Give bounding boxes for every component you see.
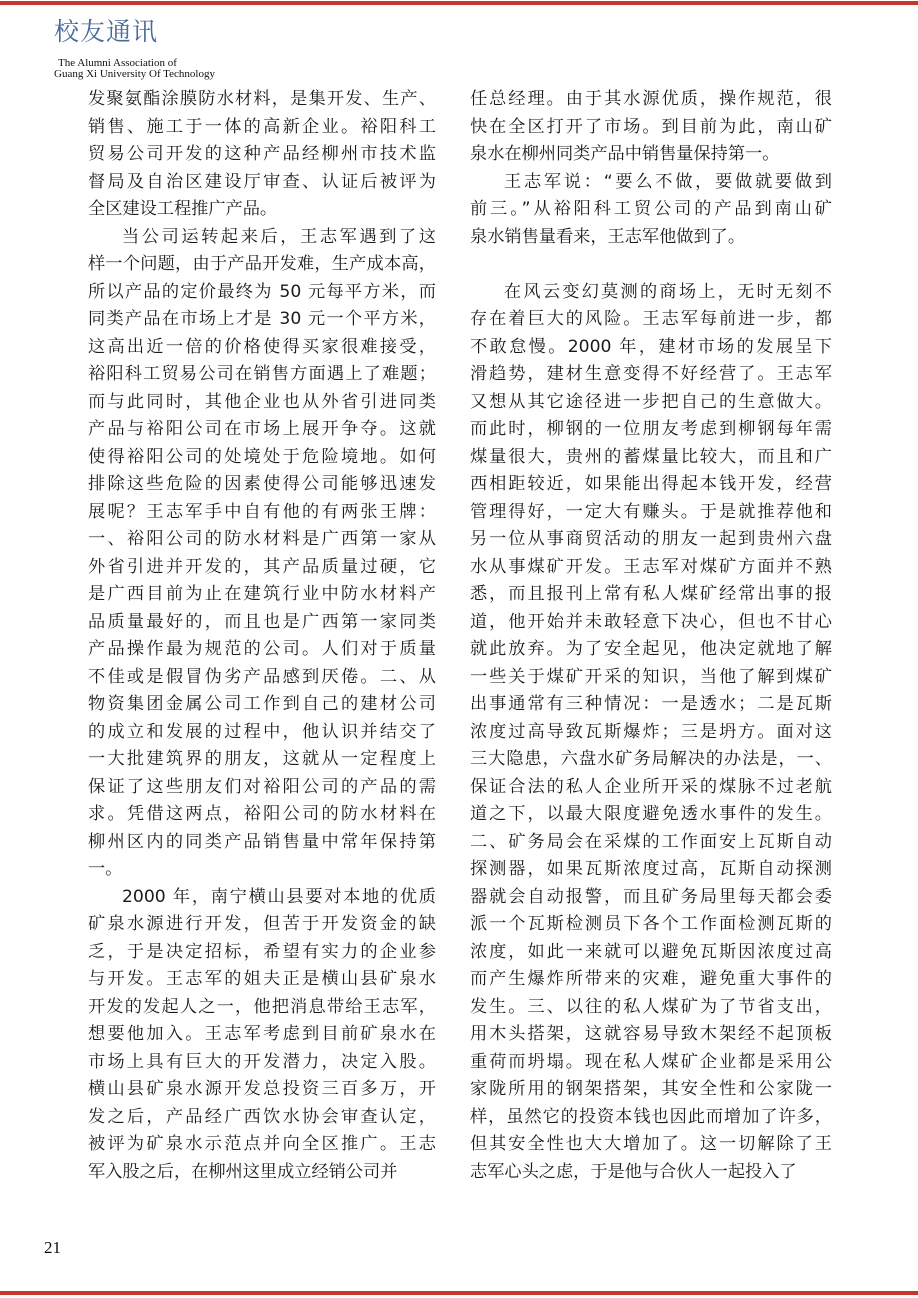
text-line: 三大隐患，六盘水矿务局解决的办法是，一、: [470, 749, 832, 769]
text-line: 浓度过高导致瓦斯爆炸；三是坍方。面对这: [470, 721, 832, 742]
text-line: 与开发。王志军的姐夫正是横山县矿泉水: [88, 969, 436, 989]
text-line: 派一个瓦斯检测员下各个工作面检测瓦斯的: [470, 914, 832, 934]
text-line: 是广西目前为止在建筑行业中防水材料产: [88, 584, 436, 604]
text-line: 快在全区打开了市场。到目前为此，南山矿: [470, 116, 832, 137]
text-line: 2000 年，南宁横山县要对本地的优质: [122, 886, 436, 907]
text-line: 用木头搭架，这就容易导致木架经不起顶板: [470, 1024, 832, 1044]
text-line: 销售、施工于一体的高新企业。裕阳科工: [88, 116, 436, 137]
text-line: 王志军说：“要么不做，要做就要做到: [504, 171, 832, 192]
text-line: 一、裕阳公司的防水材料是广西第一家从: [88, 529, 436, 549]
text-line: 当公司运转起来后，王志军遇到了这: [122, 226, 436, 247]
text-line: 煤量很大，贵州的蓄煤量比较大，而且和广: [470, 446, 832, 467]
text-line: 一大批建筑界的朋友，这就从一定程度上: [88, 749, 436, 769]
text-line: 使得裕阳公司的处境处于危险境地。如何: [88, 446, 436, 467]
text-line: 的成立和发展的过程中，他认识并结交了: [88, 721, 436, 742]
text-line: 就此放弃。为了安全起见，他决定就地了解: [470, 639, 832, 659]
text-line: 器就会自动报警，而且矿务局里每天都会委: [470, 886, 832, 907]
bottom-rule: [0, 1291, 918, 1295]
text-line: 样一个问题，由于产品开发难，生产成本高，: [88, 254, 436, 274]
text-line: 展呢？王志军手中自有他的有两张王牌：: [88, 501, 436, 522]
text-line: 开发的发起人之一，他把消息带给王志军，: [88, 996, 436, 1017]
text-line: 军入股之后，在柳州这里成立经销公司并: [88, 1161, 398, 1182]
text-line: 乏，于是决定招标，希望有实力的企业参: [88, 941, 436, 962]
text-line: 发生。三、以往的私人煤矿为了节省支出，: [470, 996, 832, 1017]
subtitle-line-1: The Alumni Association of: [58, 57, 177, 69]
text-line: 外省引进并开发的，其产品质量过硬，它: [88, 556, 436, 577]
text-line: 物资集团金属公司工作到自己的建材公司: [88, 694, 436, 714]
text-line: 排除这些危险的因素使得公司能够迅速发: [88, 474, 436, 494]
text-line: 保证合法的私人企业所开采的煤脉不过老航: [470, 776, 832, 797]
text-line: 又想从其它途径进一步把自己的生意做大。: [470, 391, 832, 412]
text-line: 前三。”从裕阳科工贸公司的产品到南山矿: [470, 199, 832, 219]
text-line: 管理得好，一定大有赚头。于是就推荐他和: [470, 501, 832, 522]
text-line: 裕阳科工贸易公司在销售方面遇上了难题；: [88, 364, 436, 384]
text-line: 道之下，以最大限度避免透水事件的发生。: [470, 804, 832, 824]
left-column: [88, 86, 436, 1186]
paragraph: [470, 169, 832, 252]
text-line: 发之后，产品经广西饮水协会审查认定，: [88, 1106, 436, 1127]
text-line: 泉水在柳州同类产品中销售量保持第一。: [470, 144, 780, 164]
paragraph: [470, 86, 832, 169]
text-line: 家陇所用的钢架搭架，其安全性和公家陇一: [470, 1079, 832, 1099]
text-line: 一些关于煤矿开采的知识，当他了解到煤矿: [470, 666, 832, 687]
text-line: 横山县矿泉水源开发总投资三百多万，开: [88, 1079, 436, 1099]
text-line: 品质量最好的，而且也是广西第一家同类: [88, 611, 436, 632]
paragraph: [470, 279, 832, 1187]
text-line: 矿泉水源进行开发，但苦于开发资金的缺: [88, 914, 436, 934]
page-number: 21: [44, 1238, 61, 1257]
text-line: 二、矿务局会在采煤的工作面安上瓦斯自动: [470, 831, 832, 852]
magazine-title: 校友通讯: [54, 17, 159, 46]
text-line: 水从事煤矿开发。王志军对煤矿方面并不熟: [470, 556, 832, 577]
text-line: 重荷而坍塌。现在私人煤矿企业都是采用公: [470, 1051, 832, 1072]
text-line: 但其安全性也大大增加了。这一切解除了王: [470, 1134, 832, 1154]
text-line: 另一位从事商贸活动的朋友一起到贵州六盘: [470, 529, 832, 549]
paragraph: [88, 884, 436, 1187]
right-column: [470, 86, 832, 1186]
text-line: 贸易公司开发的这种产品经柳州市技术监: [88, 144, 436, 164]
text-line: 浓度，如此一来就可以避免瓦斯因浓度过高: [470, 941, 832, 962]
text-line: 西相距较近，如果能出得起本钱开发，经营: [470, 474, 832, 494]
top-rule: [0, 1, 918, 5]
text-line: 想要他加入。王志军考虑到目前矿泉水在: [88, 1024, 436, 1044]
text-line: 志军心头之虑，于是他与合伙人一起投入了: [470, 1161, 797, 1182]
text-line: 不敢怠慢。2000 年，建材市场的发展呈下: [470, 336, 832, 357]
text-line: 而与此同时，其他企业也从外省引进同类: [88, 391, 436, 412]
text-line: 所以产品的定价最终为 50 元每平方米，而: [88, 281, 436, 302]
text-line: 产品操作最为规范的公司。人们对于质量: [88, 639, 436, 659]
text-line: 这高出近一倍的价格使得买家很难接受，: [88, 336, 436, 357]
text-line: 被评为矿泉水示范点并向全区推广。王志: [88, 1134, 436, 1154]
subtitle-line-2: Guang Xi University Of Technology: [54, 68, 215, 80]
text-line: 道，他开始并未敢轻意下决心，但也不甘心: [470, 611, 832, 632]
magazine-subtitle: [54, 57, 215, 80]
text-line: 存在着巨大的风险。王志军每前进一步，都: [470, 309, 832, 329]
text-line: 悉，而且报刊上常有私人煤矿经常出事的报: [470, 584, 832, 604]
text-line: 探测器，如果瓦斯浓度过高，瓦斯自动探测: [470, 859, 832, 879]
text-line: 在风云变幻莫测的商场上，无时无刻不: [504, 281, 832, 302]
text-line: 而产生爆炸所带来的灾难，避免重大事件的: [470, 969, 832, 989]
text-line: 产品与裕阳公司在市场上展开争夺。这就: [88, 419, 436, 439]
text-line: 滑趋势，建材生意变得不好经营了。王志军: [470, 364, 832, 384]
text-line: 任总经理。由于其水源优质，操作规范，很: [470, 89, 832, 109]
text-line: 发聚氨酯涂膜防水材料，是集开发、生产、: [88, 89, 436, 109]
text-line: 督局及自治区建设厅审查、认证后被评为: [88, 171, 436, 192]
text-line: 柳州区内的同类产品销售量中常年保持第: [88, 831, 436, 852]
text-line: 同类产品在市场上才是 30 元一个平方米，: [88, 309, 436, 329]
text-line: 市场上具有巨大的开发潜力，决定入股。: [88, 1051, 436, 1072]
text-line: 全区建设工程推广产品。: [88, 199, 278, 219]
paragraph: [88, 224, 436, 884]
text-line: 求。凭借这两点，裕阳公司的防水材料在: [88, 804, 436, 824]
text-line: 保证了这些朋友们对裕阳公司的产品的需: [88, 776, 436, 797]
text-line: 泉水销售量看来，王志军他做到了。: [470, 226, 746, 247]
text-line: 一。: [88, 859, 123, 879]
text-line: 而此时，柳钢的一位朋友考虑到柳钢每年需: [470, 419, 832, 439]
paragraph: [88, 86, 436, 224]
text-line: 出事通常有三种情况：一是透水；二是瓦斯: [470, 694, 832, 714]
text-line: 不佳或是假冒伪劣产品感到厌倦。二、从: [88, 666, 436, 687]
text-line: 样，虽然它的投资本钱也因此而增加了许多，: [470, 1106, 832, 1127]
